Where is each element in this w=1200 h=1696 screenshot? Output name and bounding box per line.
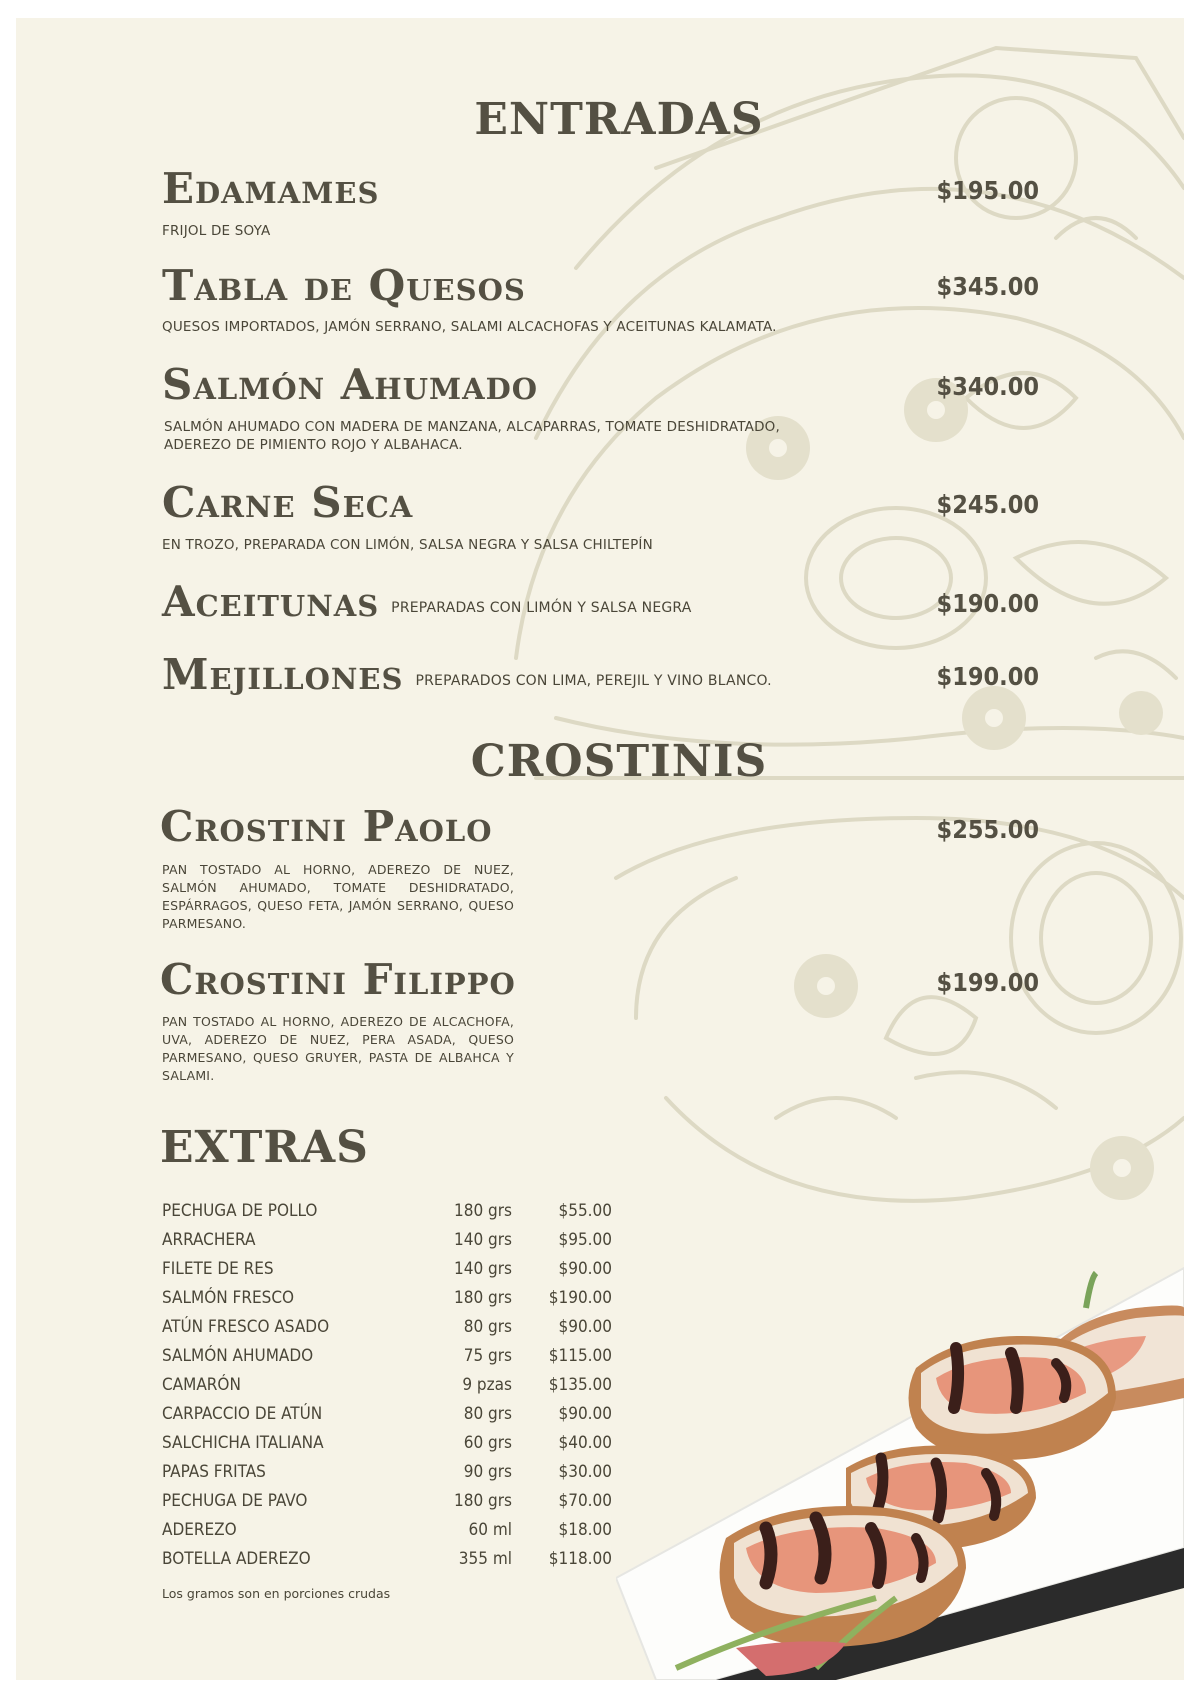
item-name-mejillones <box>162 650 772 699</box>
extras-item-qty: 180 grs <box>453 1287 512 1308</box>
item-desc-salmon-ahumado: SALMÓN AHUMADO CON MADERA DE MANZANA, ALCAPARRAS, TOMATE DESHIDRATADO, ADEREZO DE PIMIENTO ROJO Y ALBAHACA. <box>164 419 781 453</box>
item-price-carne-seca: $245.00 <box>936 490 1039 519</box>
extras-row <box>162 1312 622 1341</box>
item-price-edamames: $195.00 <box>936 176 1039 205</box>
crostini-plate-photo <box>616 1248 1184 1680</box>
extras-item-name: PECHUGA DE PAVO <box>162 1490 308 1511</box>
item-name-salmon-ahumado: Salmón Ahumado <box>162 360 539 409</box>
extras-item-name: CAMARÓN <box>162 1374 241 1395</box>
item-name-edamames: Edamames <box>162 164 380 213</box>
extras-item-name: ARRACHERA <box>162 1229 256 1250</box>
extras-item-price: $118.00 <box>548 1548 612 1569</box>
item-name-aceitunas-text: Aceitunas <box>162 577 380 626</box>
item-desc-crostini-filippo: PAN TOSTADO AL HORNO, ADEREZO DE ALCACHOFA, UVA, ADEREZO DE NUEZ, PERA ASADA, QUESO PARMESANO, QUESO GRUYER, PASTA DE ALBAHCA Y SALAMI. <box>162 1014 514 1083</box>
item-name-crostini-paolo: Crostini Paolo <box>160 802 493 851</box>
section-title-extras: EXTRAS <box>160 1122 369 1173</box>
extras-item-name: PAPAS FRITAS <box>162 1461 266 1482</box>
extras-row <box>162 1370 622 1399</box>
extras-item-price: $55.00 <box>558 1200 612 1221</box>
item-price-tabla-de-quesos: $345.00 <box>936 272 1039 301</box>
extras-item-name: SALMÓN AHUMADO <box>162 1345 314 1366</box>
extras-item-price: $135.00 <box>548 1374 612 1395</box>
extras-row <box>162 1457 622 1486</box>
item-desc-mejillones: PREPARADOS CON LIMA, PEREJIL Y VINO BLANCO. <box>415 673 772 689</box>
extras-item-name: BOTELLA ADEREZO <box>162 1548 311 1569</box>
extras-item-price: $70.00 <box>558 1490 612 1511</box>
extras-item-qty: 75 grs <box>463 1345 512 1366</box>
item-price-crostini-paolo: $255.00 <box>936 815 1039 844</box>
section-title-crostinis: CROSTINIS <box>470 736 768 787</box>
extras-item-name: ATÚN FRESCO ASADO <box>162 1316 330 1337</box>
extras-item-qty: 60 ml <box>468 1519 512 1540</box>
extras-item-qty: 9 pzas <box>462 1374 512 1395</box>
extras-item-name: PECHUGA DE POLLO <box>162 1200 318 1221</box>
extras-table <box>162 1196 622 1573</box>
item-desc-carne-seca: EN TROZO, PREPARADA CON LIMÓN, SALSA NEGRA Y SALSA CHILTEPÍN <box>162 537 653 553</box>
extras-item-price: $30.00 <box>558 1461 612 1482</box>
extras-row <box>162 1341 622 1370</box>
item-desc-aceitunas: PREPARADAS CON LIMÓN Y SALSA NEGRA <box>391 600 692 616</box>
item-name-carne-seca: Carne Seca <box>162 478 414 527</box>
section-title-entradas: ENTRADAS <box>474 94 764 145</box>
extras-row <box>162 1196 622 1225</box>
extras-row <box>162 1515 622 1544</box>
item-price-crostini-filippo: $199.00 <box>936 968 1039 997</box>
extras-row <box>162 1428 622 1457</box>
extras-item-qty: 180 grs <box>453 1200 512 1221</box>
item-price-mejillones: $190.00 <box>936 662 1039 691</box>
item-name-tabla-de-quesos: Tabla de Quesos <box>162 261 526 310</box>
extras-row <box>162 1399 622 1428</box>
item-desc-tabla-de-quesos: QUESOS IMPORTADOS, JAMÓN SERRANO, SALAMI ALCACHOFAS Y ACEITUNAS KALAMATA. <box>162 319 777 335</box>
item-price-salmon-ahumado: $340.00 <box>936 372 1039 401</box>
extras-row <box>162 1254 622 1283</box>
extras-item-qty: 355 ml <box>458 1548 512 1569</box>
extras-item-qty: 180 grs <box>453 1490 512 1511</box>
item-desc-crostini-paolo: PAN TOSTADO AL HORNO, ADEREZO DE NUEZ, SALMÓN AHUMADO, TOMATE DESHIDRATADO, ESPÁRRAGOS, QUESO FETA, JAMÓN SERRANO, QUESO PARMESANO. <box>162 862 514 931</box>
extras-item-qty: 80 grs <box>463 1316 512 1337</box>
extras-item-qty: 140 grs <box>453 1229 512 1250</box>
extras-item-price: $18.00 <box>558 1519 612 1540</box>
extras-note: Los gramos son en porciones crudas <box>162 1586 391 1601</box>
extras-item-qty: 90 grs <box>463 1461 512 1482</box>
extras-item-price: $95.00 <box>558 1229 612 1250</box>
extras-item-qty: 80 grs <box>463 1403 512 1424</box>
extras-item-qty: 60 grs <box>463 1432 512 1453</box>
extras-item-price: $40.00 <box>558 1432 612 1453</box>
item-name-mejillones-text: Mejillones <box>162 650 404 699</box>
extras-item-price: $90.00 <box>558 1316 612 1337</box>
menu-page <box>16 18 1184 1680</box>
extras-item-name: FILETE DE RES <box>162 1258 274 1279</box>
extras-row <box>162 1283 622 1312</box>
extras-item-name: SALCHICHA ITALIANA <box>162 1432 324 1453</box>
extras-item-qty: 140 grs <box>453 1258 512 1279</box>
extras-item-price: $90.00 <box>558 1258 612 1279</box>
item-price-aceitunas: $190.00 <box>936 589 1039 618</box>
extras-item-price: $115.00 <box>548 1345 612 1366</box>
extras-row <box>162 1225 622 1254</box>
extras-item-price: $190.00 <box>548 1287 612 1308</box>
item-name-aceitunas <box>162 577 692 626</box>
extras-item-price: $90.00 <box>558 1403 612 1424</box>
extras-row <box>162 1486 622 1515</box>
extras-item-name: ADEREZO <box>162 1519 237 1540</box>
extras-row <box>162 1544 622 1573</box>
item-name-crostini-filippo: Crostini Filippo <box>160 955 516 1004</box>
extras-item-name: SALMÓN FRESCO <box>162 1287 295 1308</box>
item-desc-edamames: FRIJOL DE SOYA <box>162 223 271 239</box>
extras-item-name: CARPACCIO DE ATÚN <box>162 1403 323 1424</box>
